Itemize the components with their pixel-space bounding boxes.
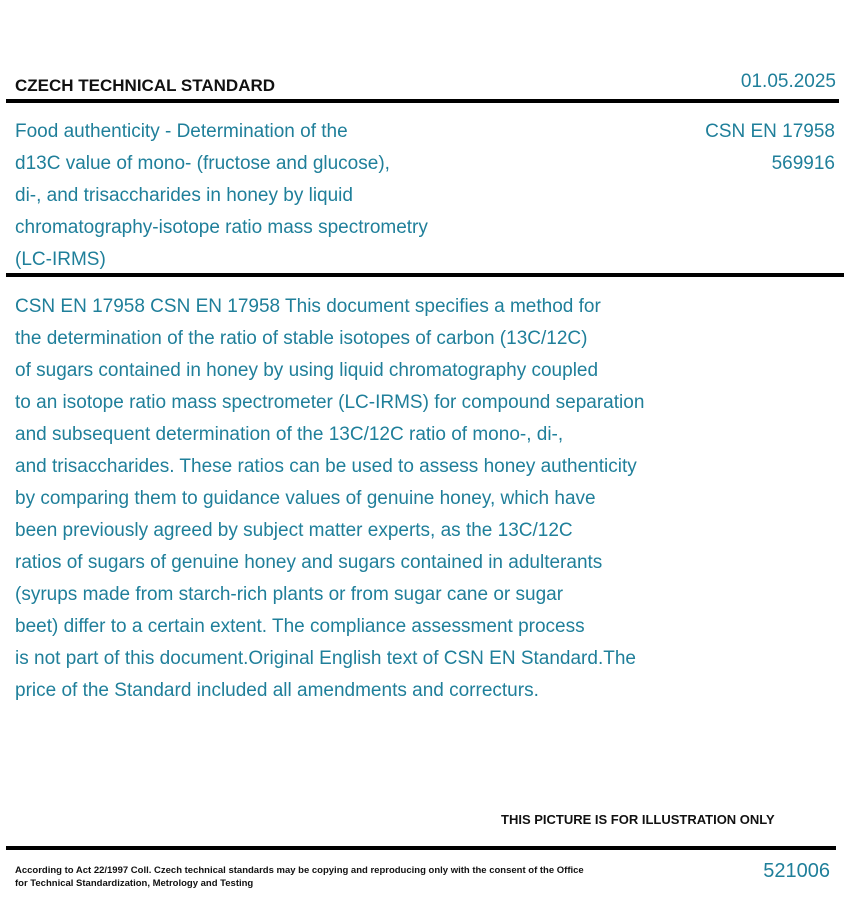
legal-notice: [15, 864, 584, 890]
description-line: of sugars contained in honey by using liquid chromatography coupled: [15, 360, 599, 381]
title-divider: [6, 273, 844, 277]
description-line: (syrups made from starch-rich plants or from sugar cane or sugar: [15, 584, 564, 605]
title-line: Food authenticity - Determination of the: [15, 121, 348, 142]
title-line: chromatography-isotope ratio mass spectrometry: [15, 217, 428, 238]
description-line: beet) differ to a certain extent. The compliance assessment process: [15, 616, 585, 637]
description-line: been previously agreed by subject matter experts, as the 13C/12C: [15, 520, 573, 541]
description-line: to an isotope ratio mass spectrometer (LC-IRMS) for compound separation: [15, 392, 645, 413]
footer-code: 521006: [763, 860, 830, 882]
title-line: d13C value of mono- (fructose and glucose),: [15, 153, 390, 174]
description-line: CSN EN 17958 CSN EN 17958 This document specifies a method for: [15, 296, 601, 317]
description-line: ratios of sugars of genuine honey and sugars contained in adulterants: [15, 552, 603, 573]
title-line: (LC-IRMS): [15, 249, 106, 270]
description-line: and subsequent determination of the 13C/12C ratio of mono-, di-,: [15, 424, 564, 445]
header-divider: [6, 99, 839, 103]
description-line: and trisaccharides. These ratios can be used to assess honey authenticity: [15, 456, 637, 477]
description-line: the determination of the ratio of stable isotopes of carbon (13C/12C): [15, 328, 588, 349]
document-type-label: CZECH TECHNICAL STANDARD: [15, 76, 276, 95]
illustration-note: THIS PICTURE IS FOR ILLUSTRATION ONLY: [501, 812, 775, 827]
footer-divider: [6, 846, 836, 850]
description-line: by comparing them to guidance values of genuine honey, which have: [15, 488, 596, 509]
standard-number: 569916: [771, 153, 835, 174]
legal-line: for Technical Standardization, Metrology and Testing: [15, 878, 254, 889]
standard-identifiers: [705, 116, 835, 180]
standard-code: CSN EN 17958: [705, 121, 835, 142]
description-line: price of the Standard included all amendments and correcturs.: [15, 680, 539, 701]
legal-line: According to Act 22/1997 Coll. Czech technical standards may be copying and reproducing only with the consent of the Office: [15, 865, 584, 876]
title-line: di-, and trisaccharides in honey by liquid: [15, 185, 353, 206]
standard-title: [15, 116, 535, 276]
publication-date: 01.05.2025: [740, 71, 836, 92]
standard-description: [15, 291, 745, 707]
description-line: is not part of this document.Original English text of CSN EN Standard.The: [15, 648, 636, 669]
